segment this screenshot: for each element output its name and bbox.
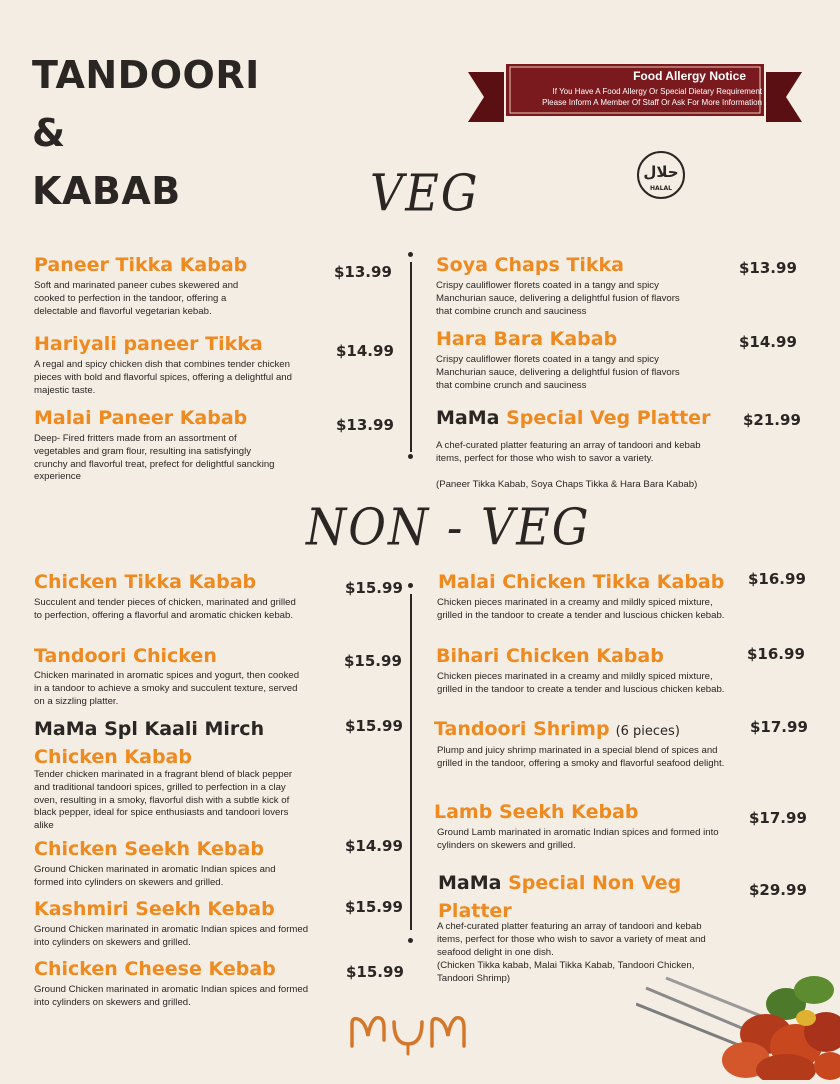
- item-price: $21.99: [743, 411, 801, 429]
- item-name: Chicken Seekh Kebab: [34, 838, 264, 860]
- item-prefix: MaMa: [34, 718, 98, 740]
- item-name: Chicken Cheese Kebab: [34, 958, 276, 980]
- divider-dot: [408, 583, 413, 588]
- item-price: $17.99: [749, 809, 807, 827]
- item-description: Chicken pieces marinated in a creamy and mildly spiced mixture, grilled in the tandoor to create a tender and luscious chicken kebab.: [437, 671, 725, 695]
- item-price: $15.99: [344, 652, 402, 670]
- item-name-line-2: Platter: [438, 900, 512, 922]
- item-description: Chicken marinated in aromatic spices and yogurt, then cooked in a tandoor to achieve a smoky and succulent texture, served on a sizzling platter.: [34, 670, 300, 707]
- menu-item: [438, 571, 724, 593]
- item-description: Ground Chicken marinated in aromatic Indian spices and formed into cylinders on skewers and grilled.: [34, 924, 309, 948]
- section-heading-veg: VEG: [370, 163, 480, 223]
- item-description: A chef-curated platter featuring an array of tandoori and kebab items, perfect for those who wish to savor a variety of meat and seafood delight in one dish.: [437, 921, 706, 958]
- item-price: $16.99: [748, 570, 806, 588]
- item-name: Hara Bara Kabab: [436, 328, 618, 350]
- menu-item: [434, 801, 638, 823]
- mm-logo-icon: [346, 1010, 470, 1060]
- item-name: Malai Chicken Tikka Kabab: [438, 571, 725, 593]
- item-description: Crispy cauliflower florets coated in a tangy and spicy Manchurian sauce, delivering a delightful fusion of flavors that combine crunch and sauciness: [436, 280, 680, 317]
- item-name: Tandoori Shrimp: [434, 718, 610, 740]
- item-price: $15.99: [345, 898, 403, 916]
- item-name: Special Non Veg: [508, 872, 682, 894]
- menu-item: [34, 898, 275, 920]
- item-price: $17.99: [750, 718, 808, 736]
- allergy-notice-line-2: Please Inform A Member Of Staff Or Ask For More Information: [542, 98, 762, 107]
- item-name: Special Veg Platter: [506, 407, 711, 429]
- item-price: $14.99: [345, 837, 403, 855]
- menu-item: [436, 254, 624, 276]
- page-title: [32, 46, 260, 220]
- item-description: Tender chicken marinated in a fragrant blend of black pepper and traditional tandoori spices, grilled to perfection in a clay oven, resulting in a smoky, flavorful dish with a subtle kick of black pepper, ideal for spice enthusiasts and tandoori lovers alike: [34, 769, 293, 832]
- menu-item: [434, 718, 680, 740]
- menu-item: [436, 645, 664, 667]
- item-price: $15.99: [345, 579, 403, 597]
- allergy-notice-title: Food Allergy Notice: [633, 69, 746, 83]
- item-price: $13.99: [739, 259, 797, 277]
- menu-item: [34, 254, 247, 276]
- menu-item: [34, 571, 256, 593]
- title-line-3: KABAB: [32, 169, 181, 213]
- allergy-notice-banner: [468, 64, 802, 126]
- menu-item-platter: [436, 407, 710, 429]
- item-price: $15.99: [346, 963, 404, 981]
- item-name: Kashmiri Seekh Kebab: [34, 898, 275, 920]
- item-description: Soft and marinated paneer cubes skewered and cooked to perfection in the tandoor, offering a delectable and flavorful vegetarian kebab.: [34, 280, 239, 317]
- halal-badge: [636, 150, 686, 200]
- divider-dot: [408, 252, 413, 257]
- item-name: Hariyali paneer Tikka: [34, 333, 263, 355]
- item-description: Succulent and tender pieces of chicken, marinated and grilled to perfection, offering a flavorful and aromatic chicken kebab.: [34, 597, 296, 621]
- menu-item: [34, 838, 264, 860]
- item-name: Malai Paneer Kabab: [34, 407, 248, 429]
- item-description: A chef-curated platter featuring an array of tandoori and kebab items, perfect for those who wish to savor a variety.: [436, 440, 701, 464]
- menu-item: [34, 645, 217, 667]
- halal-arabic: حلال: [643, 163, 679, 181]
- skewers-icon: [636, 968, 840, 1080]
- item-name: Tandoori Chicken: [34, 645, 217, 667]
- menu-item: [34, 333, 263, 355]
- item-description: Deep- Fired fritters made from an assortment of vegetables and gram flour, resulting ina satisfyingly crunchy and flavorful treat, prefect for delightful sancking experience: [34, 433, 275, 483]
- item-description: Chicken pieces marinated in a creamy and mildly spiced mixture, grilled in the tandoor to create a tender and luscious chicken kebab.: [437, 597, 725, 621]
- section-heading-nonveg: NON - VEG: [306, 497, 591, 557]
- item-description: Crispy cauliflower florets coated in a tangy and spicy Manchurian sauce, delivering a delightful fusion of flavors that combine crunch and sauciness: [436, 354, 680, 391]
- item-name: Chicken Kabab: [34, 746, 192, 768]
- menu-item: [34, 407, 247, 429]
- item-note: (Paneer Tikka Kabab, Soya Chaps Tikka & Hara Bara Kabab): [436, 479, 698, 490]
- item-name: Bihari Chicken Kabab: [436, 645, 664, 667]
- veg-divider: [410, 262, 412, 452]
- kebab-skewers-image: [636, 968, 840, 1080]
- item-name: Chicken Tikka Kabab: [34, 571, 257, 593]
- item-price: $13.99: [334, 263, 392, 281]
- item-name-dark: Spl Kaali Mirch: [104, 718, 265, 740]
- item-description: Ground Chicken marinated in aromatic Indian spices and formed into cylinders on skewers and grilled.: [34, 984, 309, 1008]
- menu-item: [34, 958, 276, 980]
- item-prefix: MaMa: [438, 872, 502, 894]
- halal-label: HALAL: [650, 185, 672, 192]
- halal-icon: [636, 150, 686, 200]
- item-prefix: MaMa: [436, 407, 500, 429]
- item-price: $16.99: [747, 645, 805, 663]
- divider-dot: [408, 454, 413, 459]
- item-quantity: (6 pieces): [615, 724, 680, 739]
- menu-item: [34, 718, 264, 768]
- item-description: A regal and spicy chicken dish that combines tender chicken pieces with bold and flavorful spices, offering a delightful and majestic taste.: [34, 359, 292, 396]
- allergy-notice-line-1: If You Have A Food Allergy Or Special Dietary Requirement: [552, 87, 762, 96]
- item-name: Paneer Tikka Kabab: [34, 254, 248, 276]
- restaurant-logo: [346, 1010, 470, 1060]
- item-price: $14.99: [739, 333, 797, 351]
- item-note: (Chicken Tikka kabab, Malai Tikka Kabab, Tandoori Chicken, Tandoori Shrimp): [437, 960, 695, 984]
- item-price: $13.99: [336, 416, 394, 434]
- item-description: Plump and juicy shrimp marinated in a special blend of spices and grilled in the tandoor, offering a smoky and flavorful seafood delight.: [437, 745, 725, 769]
- item-description: Ground Chicken marinated in aromatic Indian spices and formed into cylinders on skewers and grilled.: [34, 864, 276, 888]
- menu-item-platter: [438, 872, 681, 922]
- item-name: Soya Chaps Tikka: [436, 254, 624, 276]
- item-price: $29.99: [749, 881, 807, 899]
- item-name: Lamb Seekh Kebab: [434, 801, 639, 823]
- item-description: Ground Lamb marinated in aromatic Indian spices and formed into cylinders on skewers and grilled.: [437, 827, 719, 851]
- menu-item: [436, 328, 617, 350]
- title-line-1: TANDOORI: [32, 53, 260, 97]
- item-price: $15.99: [345, 717, 403, 735]
- item-price: $14.99: [336, 342, 394, 360]
- nonveg-divider: [410, 594, 412, 930]
- title-line-2: &: [32, 111, 66, 155]
- divider-dot: [408, 938, 413, 943]
